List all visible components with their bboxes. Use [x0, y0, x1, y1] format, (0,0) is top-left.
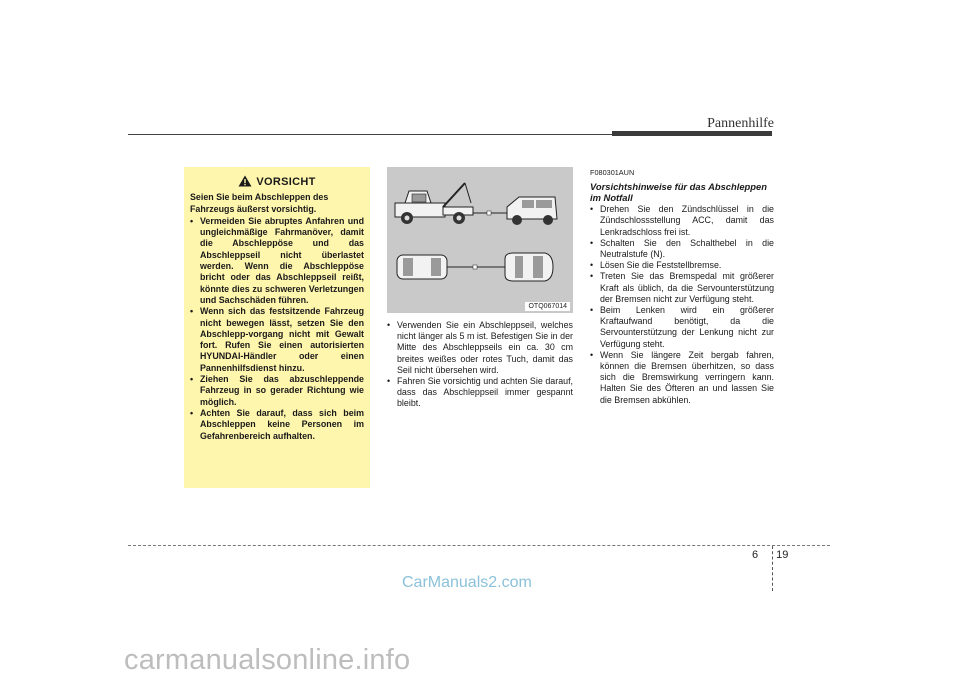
- watermark-top[interactable]: CarManuals2.com: [402, 574, 532, 591]
- footer-rule: [128, 545, 830, 546]
- page-number: [752, 549, 788, 561]
- figure-code: OTQ067014: [525, 302, 570, 311]
- header-rule-accent: [612, 131, 772, 136]
- list-item: • Verwenden Sie ein Abschleppseil, welches nicht länger als 5 m ist. Befestigen Sie in der Mitte des Abschleppseils ein ca. 30 cm breites weißes oder rotes Tuch, damit das Seil nicht übersehen wird.: [387, 320, 573, 376]
- list-item: • Wenn Sie längere Zeit bergab fahren, können die Bremsen überhitzen, so dass sich die Bremswirkung verringern kann. Halten Sie des Öfteren an und lassen Sie die Bremsen abkühlen.: [590, 350, 774, 406]
- list-item: • Drehen Sie den Zündschlüssel in die Zündschlossstellung ACC, damit das Lenkradschloss frei ist.: [590, 204, 774, 238]
- page-number-divider: [772, 546, 773, 591]
- section-code: F080301AUN: [590, 168, 635, 177]
- chapter-number: 6: [752, 549, 759, 561]
- watermark-bottom[interactable]: carmanualsonline.info: [124, 644, 411, 676]
- middle-column: [387, 320, 573, 410]
- section-heading: Vorsichtshinweise für das Abschleppen im Notfall: [590, 181, 767, 204]
- caution-item: • Wenn sich das festsitzende Fahrzeug nicht bewegen lässt, setzen Sie den Abschlepp-vorgang nicht mit Gewalt fort. Rufen Sie einen autorisierten HYUNDAI-Händler oder einen Pannenhilfsdienst hinzu.: [190, 306, 364, 374]
- caution-header: [190, 175, 364, 190]
- caution-intro: Seien Sie beim Abschleppen des Fahrzeugs äußerst vorsichtig.: [190, 192, 329, 214]
- list-item: • Schalten Sie den Schalthebel in die Neutralstufe (N).: [590, 238, 774, 260]
- caution-item: • Vermeiden Sie abruptes Anfahren und ungleichmäßige Fahrmanöver, damit die Abschleppöse und das Abschleppseil nicht überlastet werden. Wenn die Abschleppöse bricht oder das Abschleppseil reißt, könnte dies zu schweren Verletzungen und Sachschäden führen.: [190, 216, 364, 306]
- caution-title: VORSICHT: [256, 176, 316, 188]
- tow-truck-side-icon: [395, 183, 473, 224]
- section-title: Pannenhilfe: [707, 116, 774, 131]
- list-item: • Lösen Sie die Feststellbremse.: [590, 260, 774, 271]
- caution-item: • Achten Sie darauf, dass sich beim Abschleppen keine Personen im Gefahrenbereich aufhalten.: [190, 408, 364, 442]
- caution-item: • Ziehen Sie das abzuschleppende Fahrzeug in so gerader Richtung wie möglich.: [190, 374, 364, 408]
- header-rule: [128, 134, 614, 135]
- page-index: 19: [776, 549, 789, 561]
- towing-illustration: [387, 167, 573, 313]
- van-top-icon: [397, 255, 447, 279]
- list-item: • Beim Lenken wird ein größerer Kraftaufwand benötigt, da die Servounterstützung der Lenkung nicht zur Verfügung steht.: [590, 305, 774, 350]
- list-item: • Treten Sie das Bremspedal mit größerer Kraft als üblich, da die Servounterstützung der Bremsen nicht zur Verfügung steht.: [590, 271, 774, 305]
- caution-box: [184, 167, 370, 488]
- sedan-top-icon: [505, 253, 553, 281]
- list-item: • Fahren Sie vorsichtig und achten Sie darauf, dass das Abschleppseil immer gespannt bleibt.: [387, 376, 573, 410]
- emergency-towing-list: [590, 204, 774, 406]
- caution-list: [190, 216, 364, 442]
- right-column: [590, 167, 774, 406]
- towing-rope-list: [387, 320, 573, 410]
- warning-triangle-icon: [238, 175, 252, 190]
- van-side-icon: [507, 197, 557, 225]
